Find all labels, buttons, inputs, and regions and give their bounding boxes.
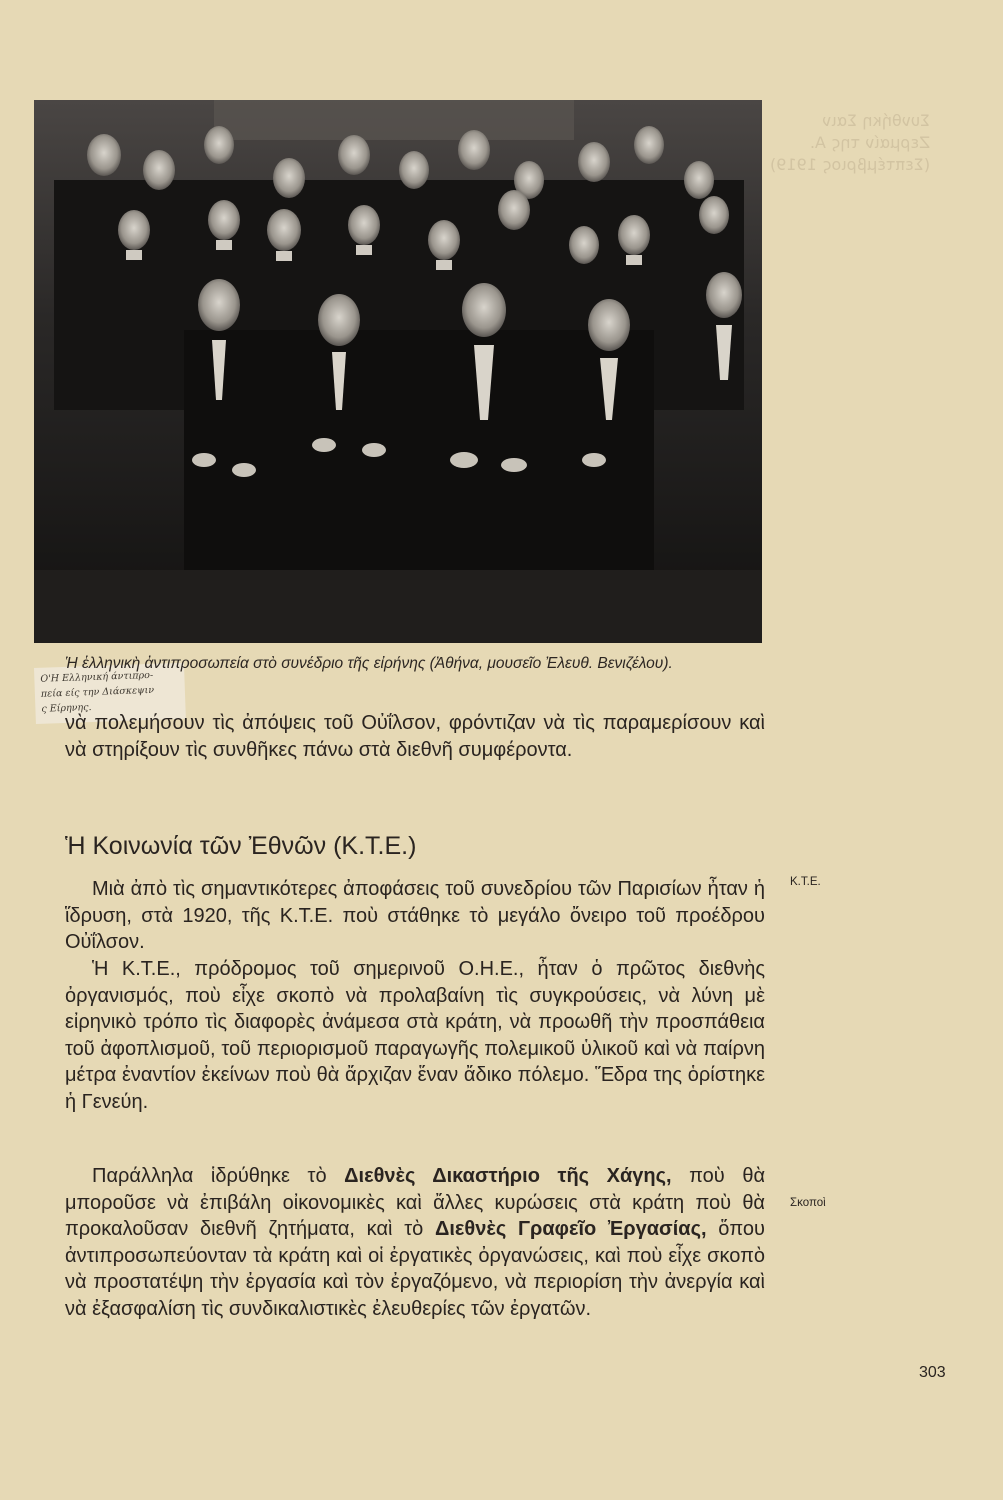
section-heading: Ἡ Κοινωνία τῶν Ἐθνῶν (Κ.Τ.Ε.)	[65, 832, 417, 860]
paragraph-3: Ἡ Κ.Τ.Ε., πρόδρομος τοῦ σημερινοῦ Ο.Η.Ε., ἦταν ὁ πρῶτος διεθνὴς ὀργανισμός, ποὺ εἶχε σκοπὸ νὰ προλαβαίνη τὶς συγκρούσεις, νὰ λύνη μὲ εἰρηνικὸ τρόπο τὶς διαφορὲς ἀνάμεσα στὰ κράτη, νὰ προωθῆ τὴν προσπάθεια τοῦ ἀφοπλισμοῦ, τοῦ περιορισμοῦ παραγωγῆς πολεμικοῦ ὑλικοῦ καὶ νὰ παίρνη μέτρα ἐναντίον ἐκείνων ποὺ θὰ ἄρχιζαν ἕναν ἄδικο πόλεμο. Ἕδρα της ὁρίστηκε ἡ Γενεύη.	[65, 958, 765, 1113]
page-number: 303	[919, 1364, 946, 1381]
show-through-text: Συνθήκη Σαιν Ζερμαίν της Α. (Σεπτέμβριος 1919)	[770, 111, 931, 174]
paragraph-2: Μιὰ ἀπὸ τὶς σημαντικότερες ἀποφάσεις τοῦ συνεδρίου τῶν Παρισίων ἦταν ἡ ἵδρυση, στὰ 1920, τῆς Κ.Τ.Ε. ποὺ στάθηκε τὸ μεγάλο ὄνειρο τοῦ προέδρου Οὐΐλσον.	[65, 878, 765, 953]
paragraph-1: νὰ πολεμήσουν τὶς ἀπόψεις τοῦ Οὐΐλσον, φρόντιζαν νὰ τὶς παραμερίσουν καὶ νὰ στηρίξουν τὶς συνθῆκες πάνω στὰ διεθνῆ συμφέροντα.	[65, 712, 765, 761]
p4-part-3: ὅπου ἀντιπροσωπεύονταν τὰ κράτη καὶ οἱ ἐργατικὲς ὀργανώσεις, καὶ ποὺ εἶχε σκοπὸ νὰ προστατέψη τὴν ἐργασία καὶ τὸν ἐργαζόμενο, νὰ περιορίση τὴν ἀνεργία καὶ νὰ ἐξασφαλίση τὶς συνδικαλιστικὲς ἐλευθερίες τῶν ἐργατῶν.	[65, 1218, 765, 1320]
p4-part-1: Παράλληλα ἱδρύθηκε τὸ	[92, 1165, 345, 1187]
inset-line-2: πεία είς την Διάσκεψιν	[40, 684, 155, 700]
labour-office-term: Διεθνὲς Γραφεῖο Ἐργασίας,	[434, 1218, 707, 1240]
photo-image	[34, 100, 762, 643]
paragraph-4	[65, 1163, 765, 1322]
margin-note-kte: Κ.Τ.Ε.	[790, 876, 821, 888]
inset-line-3: ς Είρηνης.	[41, 702, 92, 715]
p4-part-2: ποὺ θὰ μποροῦσε νὰ ἐπιβάλη οἰκονομικὲς καὶ ἄλλες κυρώσεις στὰ κράτη ποὺ θὰ προκαλοῦσαν διεθνῆ ζητήματα, καὶ τὸ	[65, 1165, 766, 1240]
hague-court-term: Διεθνὲς Δικαστήριο τῆς Χάγης,	[344, 1165, 672, 1187]
margin-note-skopoi: Σκοποὶ	[790, 1197, 826, 1209]
inset-line-1: Ο'Η Ελληνική άντιπρο-	[40, 669, 154, 685]
photo-caption: Ἡ ἑλληνικὴ ἀντιπροσωπεία στὸ συνέδριο τῆς εἰρήνης (Ἀθήνα, μουσεῖο Ἐλευθ. Βενιζέλου).	[65, 655, 673, 672]
